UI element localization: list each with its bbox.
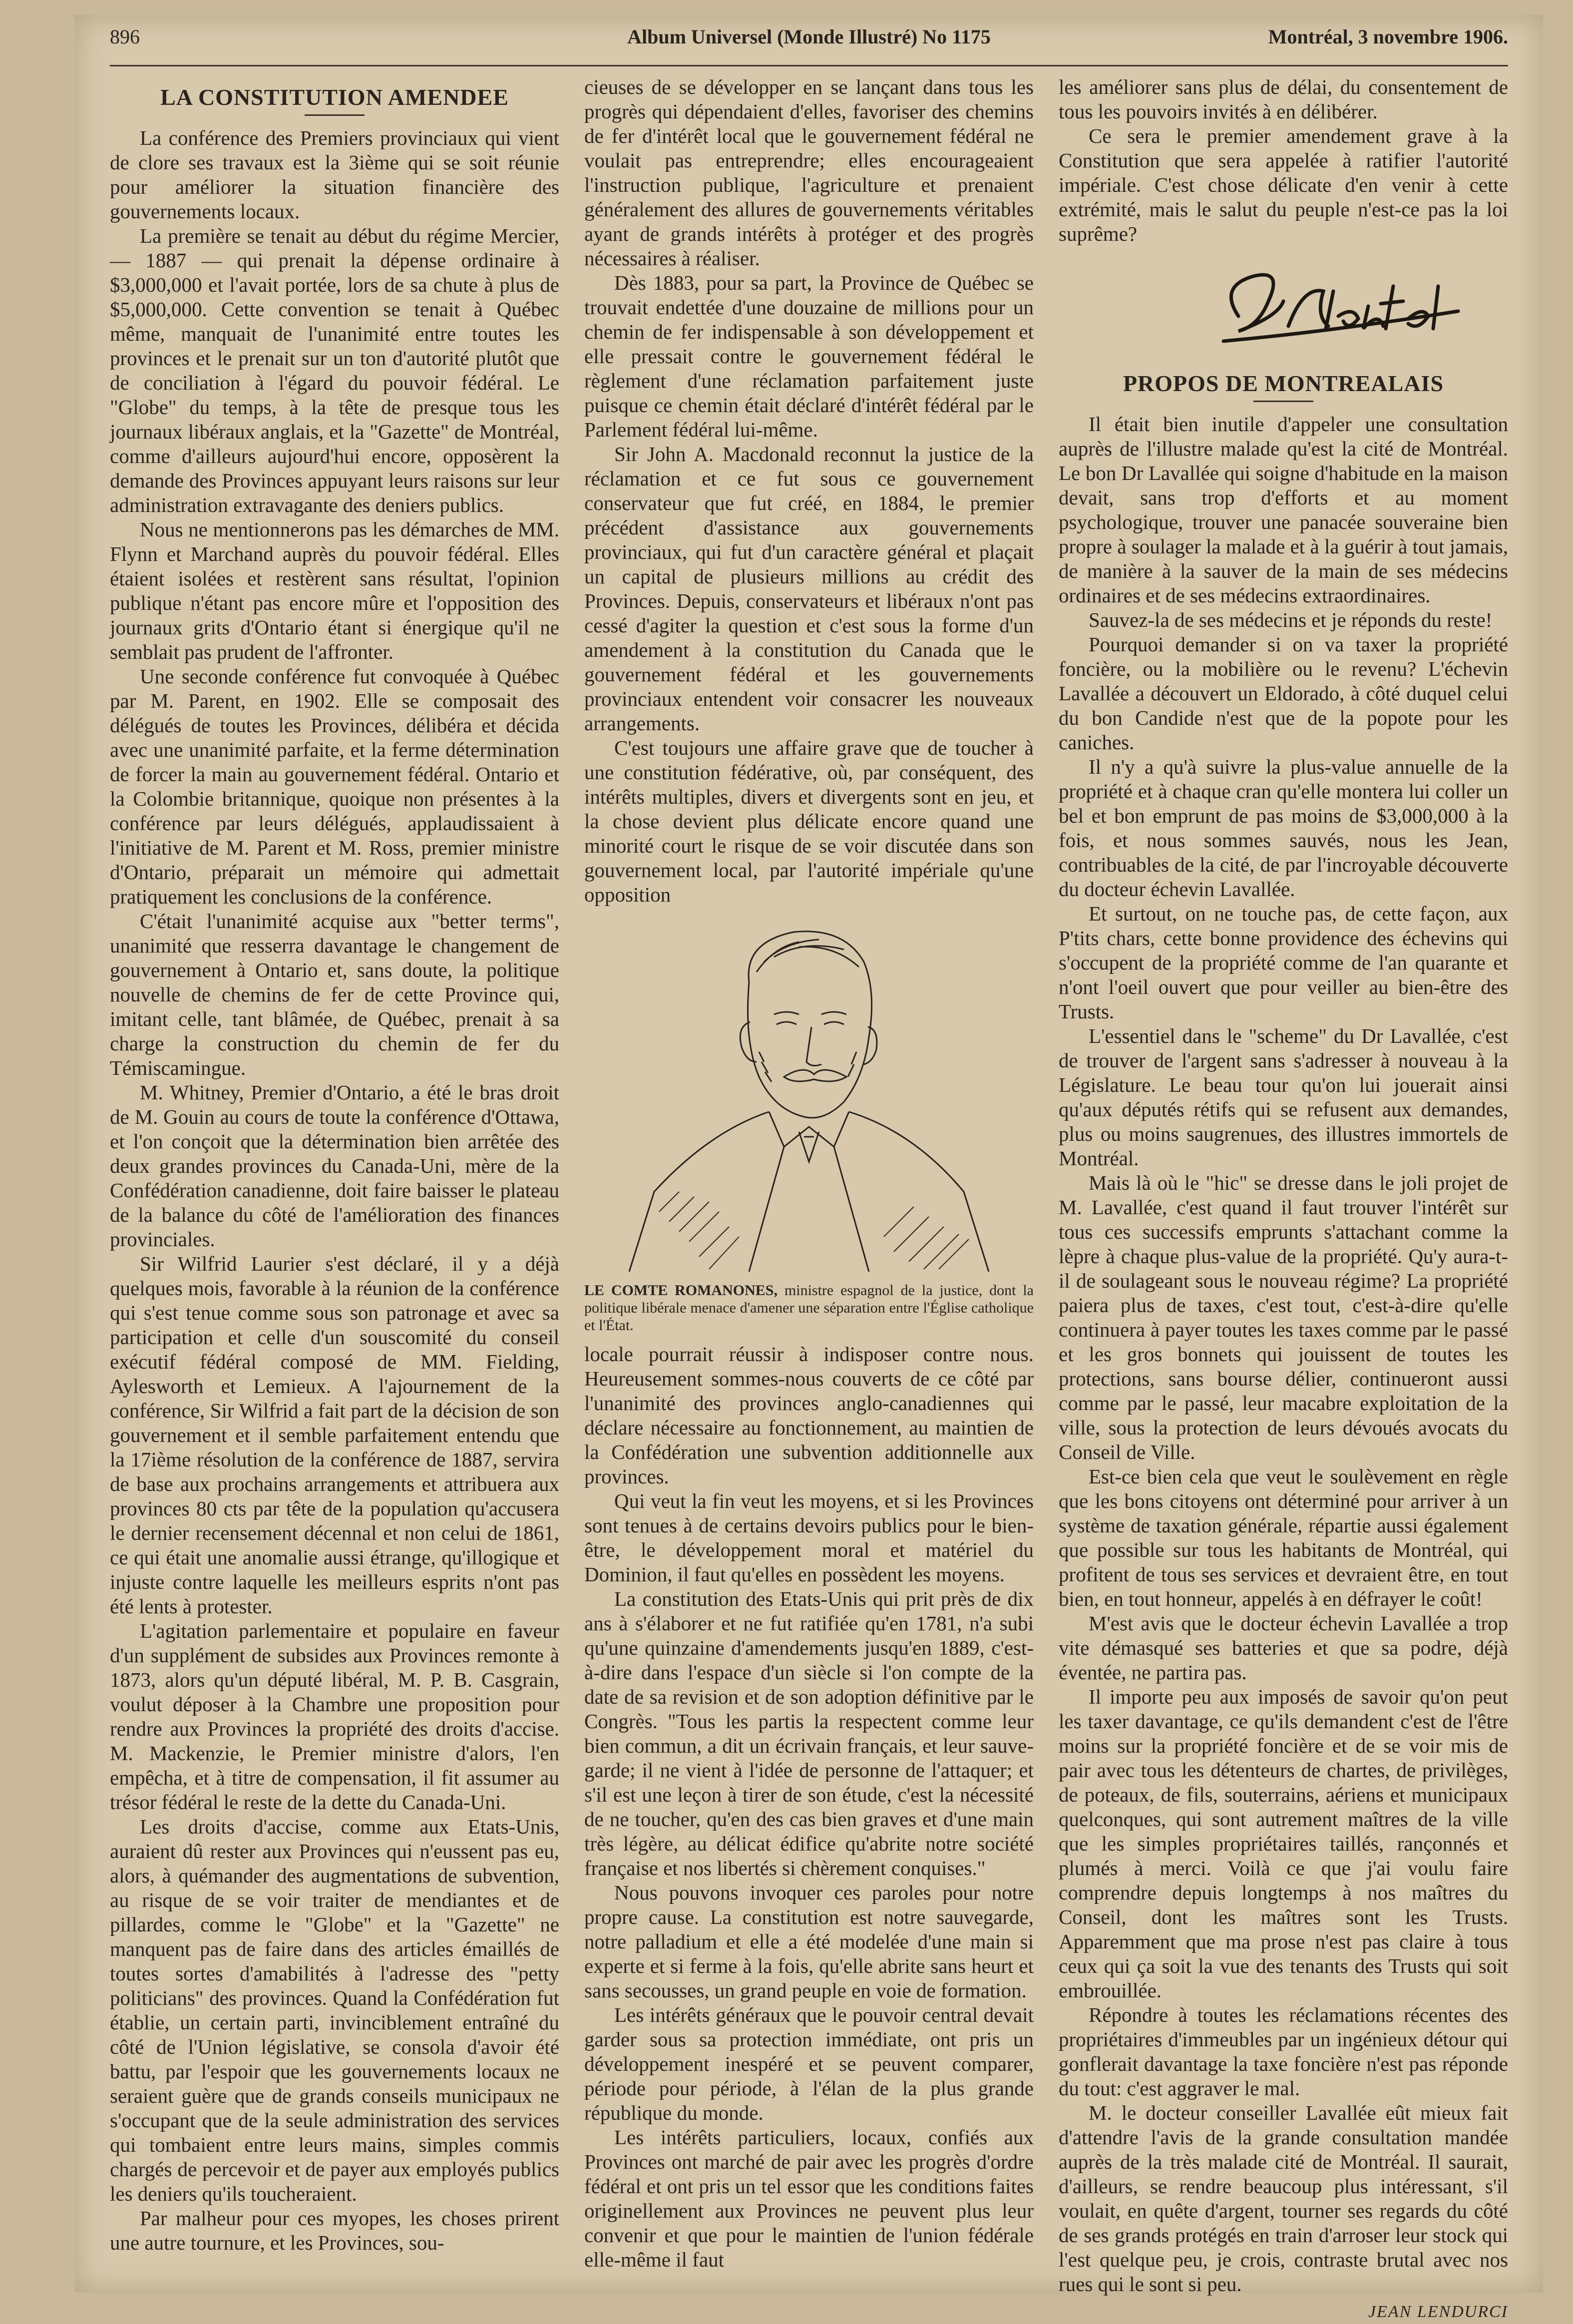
portrait-illustration [584,912,1034,1277]
article-title: LA CONSTITUTION AMENDEE [160,84,509,110]
paragraph: C'est toujours une affaire grave que de toucher à une constitution fédérative, où, par conséquent, des intérêts multiples, divers et divergents sont en jeu, et la chose devient plus délicate encore quand une minorité court le risque de se voir discutée dans son gouvernement local, par l'autorité impériale qu'une opposition [584,736,1034,906]
signature [1059,251,1508,351]
issue-date: Montréal, 3 novembre 1906. [1268,25,1508,48]
title-divider [1253,401,1313,402]
header-rule [110,65,1508,66]
paragraph: La première se tenait au début du régime Mercier, — 1887 — qui prenait la dépense ordinaire à $3,000,000 et l'avait portée, lors de sa chute à plus de $5,000,000. Cette convention se tenait à Québec même, manquait de l'unanimité entre toutes les provinces et le prenait sur un ton d'autorité plutôt que de conciliation à l'égard du pouvoir fédéral. Le "Globe" du temps, à la tête de presque tous les journaux libéraux anglais, et la "Gazette" de Montréal, comme d'ailleurs aujourd'hui encore, opposèrent la demande des Provinces appuyant leurs raisons sur leur administration extravagante des deniers publics. [110,224,559,516]
paragraph: Qui veut la fin veut les moyens, et si les Provinces sont tenues à de certains devoirs publics pour le bien-être, le développement moral et matériel du Dominion, il faut qu'elles en possèdent les moyens. [584,1489,1034,1586]
paragraph: Les droits d'accise, comme aux Etats-Unis, auraient dû rester aux Provinces qui n'eussent pas eu, alors, à quémander des augmentations de subvention, au risque de se voir traiter de mendiantes et de pillardes, comme le "Globe" et la "Gazette" ne manquent pas de faire dans des articles émaillés de toutes sortes d'amabilités à l'adresse des "petty politicians" des provinces. Quand la Confédération fut établie, un certain parti, invinciblement entraîné du côté de l'Union législative, se consola d'avoir été battu, par l'espoir que les gouvernements locaux ne seraient guère que de grands conseils municipaux ne s'occupant que de la seule administration des services qui tombaient entre leurs mains, simples commis chargés de percevoir et de payer aux employés publics les deniers qu'ils toucheraient. [110,1815,559,2205]
paragraph: Il n'y a qu'à suivre la plus-value annuelle de la propriété et à chaque cran qu'elle montera lui coller un bel et bon emprunt de pas moins de $3,000,000 à la fois, et nous sommes sauvés, nous les Jean, contribuables de la cité, de par l'incroyable découverte du docteur échevin Lavallée. [1059,755,1508,901]
paragraph: Sauvez-la de ses médecins et je réponds du reste! [1089,608,1493,631]
article-title: PROPOS DE MONTREALAIS [1123,371,1444,396]
paragraph: C'était l'unanimité acquise aux "better terms", unanimité que resserra davantage le changement de gouvernement à Ontario et, sans doute, la politique nouvelle de chemins de fer de cette Province qui, imitant celle, tant blâmée, de Québec, prenait à sa charge la construction du chemin de fer du Témiscamingue. [110,910,559,1079]
paragraph: L'agitation parlementaire et populaire en faveur d'un supplément de subsides aux Provinces remonte à 1873, alors qu'un député libéral, M. P. B. Casgrain, voulut déposer à la Chambre une proposition pour rendre aux Provinces la propriété des droits d'accise. M. Mackenzie, le Premier ministre d'alors, l'en empêcha, et à titre de compensation, il fit assumer au trésor fédéral le reste de la dette du Canada-Uni. [110,1619,559,1814]
caption-name: LE COMTE ROMANONES, [584,1282,778,1299]
paragraph: locale pourrait réussir à indisposer contre nous. Heureusement sommes-nous couverts de ce côté par l'unanimité des provinces anglo-canadiennes qui déclare nécessaire au fonctionnement, au maintien de la Confédération une subvention additionnelle aux provinces. [584,1343,1034,1488]
paragraph: Une seconde conférence fut convoquée à Québec par M. Parent, en 1902. Elle se composait des délégués de toutes les Provinces, délibéra et décida avec une unanimité parfaite, et la ferme détermination de forcer la main au gouvernement fédéral. Ontario et la Colombie britannique, quoique non présentes à la conférence par leurs délégués, applaudissaient à l'initiative de M. Parent et M. Ross, premier ministre d'Ontario, préparait un mémoire qui admettait pratiquement les conclusions de la conférence. [110,665,559,908]
column-3 [1059,75,1508,2324]
paragraph: Est-ce bien cela que veut le soulèvement en règle que les bons citoyens ont déterminé pour arriver à un système de taxation générale, répartie aussi également que possible sur tous les habitants de Montréal, qui profitent de tous ses services et devraient être, en tout bien, en tout honneur, appelés à en défrayer le coût! [1059,1465,1508,1610]
paragraph: Mais là où le "hic" se dresse dans le joli projet de M. Lavallée, c'est quand il faut trouver l'intérêt sur tous ces successifs emprunts s'attachant comme la lèpre à chaque plus-value de la propriété. Qu'y aura-t-il de soulageant sous le nouveau régime? La propriété paiera plus de taxes, c'est tout, c'est-à-dire qu'elle continuera à payer toutes les taxes comme par le passé et les gros bonnets qui jouissent de toutes les protections, sans bourse délier, continueront aussi comme par le passé, leur macabre exploitation de la ville, sous la protection de leurs dévoués avocats du Conseil de Ville. [1059,1171,1508,1463]
column-1 [110,75,559,2255]
paragraph: Par malheur pour ces myopes, les choses prirent une autre tournure, et les Provinces, sou- [110,2207,559,2254]
paragraph: M. Whitney, Premier d'Ontario, a été le bras droit de M. Gouin au cours de toute la conférence d'Ottawa, et l'on conçoit que la détermination bien arrêtée des deux grandes provinces du Canada-Uni, mère de la Confédération canadienne, doit faire baisser le plateau de la balance du côté de l'amélioration des finances provinciales. [110,1081,559,1251]
paragraph: M. le docteur conseiller Lavallée eût mieux fait d'attendre l'avis de la grande consultation mandée auprès de la très malade cité de Montréal. Il saurait, d'ailleurs, se rendre beaucoup plus intéressant, s'il voulait, en quête d'argent, tourner ses regards du côté de ses grands protégés en train d'arroser leur stock qui l'est quelque peu, je crois, contraste brutal avec nos rues qui le sont si peu. [1059,2101,1508,2296]
paragraph: Les intérêts généraux que le pouvoir central devait garder sous sa protection immédiate, ont pris un développement inespéré et se peuvent comparer, période pour période, à l'élan de la plus grande république du monde. [584,2003,1034,2124]
paragraph: Dès 1883, pour sa part, la Province de Québec se trouvait endettée d'une douzaine de millions pour un chemin de fer indispensable à son développement et elle pressait contre le gouvernement fédéral le règlement d'une réclamation parfaitement juste puisque ce chemin était déclaré d'intérêt fédéral par le Parlement fédéral lui-même. [584,271,1034,441]
author-byline: JEAN LENDURCI [1368,2303,1508,2321]
paragraph: La conférence des Premiers provinciaux qui vient de clore ses travaux est la 3ième qui se soit réunie pour améliorer la situation financière des gouvernements locaux. [110,126,559,223]
paragraph: Nous ne mentionnerons pas les démarches de MM. Flynn et Marchand auprès du pouvoir fédéral. Elles étaient isolées et restèrent sans résultat, l'opinion publique n'étant pas encore mûre et l'opposition des journaux grits d'Ontario étant si énergique qu'il ne semblait pas prudent de l'affronter. [110,518,559,663]
page-header [110,25,1508,65]
paragraph: Pourquoi demander si on va taxer la propriété foncière, ou la mobilière ou le revenu? L'échevin Lavallée a découvert un Eldorado, à côté duquel celui du bon Candide n'est que de la popote pour les caniches. [1059,633,1508,754]
paragraph: Nous pouvons invoquer ces paroles pour notre propre cause. La constitution est notre sauvegarde, notre palladium et elle a été modelée d'une main si experte et si ferme à la fois, qu'elle abrite sans heurt et sans secousses, un grand peuple en voie de formation. [584,1881,1034,2002]
paragraph: La constitution des Etats-Unis qui prit près de dix ans à s'élaborer et ne fut ratifiée qu'en 1781, n'a subi qu'une quinzaine d'amendements jusqu'en 1889, c'est-à-dire dans l'espace d'un siècle si l'on compte de la date de sa revision et de son adoption définitive par le Congrès. "Tous les partis la respectent comme leur bien commun, a dit un écrivain français, et leur sauve-garde; il ne vient à l'idée de personne de l'attaquer; et s'il est une leçon à tirer de son étude, c'est la nécessité de ne toucher, qu'en des cas bien graves et d'une main très légère, au délicat édifice qu'abrite notre société française et nos libertés si chèrement conquises." [584,1587,1034,1879]
paragraph: Et surtout, on ne touche pas, de cette façon, aux P'tits chars, cette bonne providence des échevins qui s'occupent de la propriété comme de l'an quarante et n'ont l'oeil ouvert que pour veiller au bien-être des Trusts. [1059,902,1508,1023]
column-2 [584,75,1034,2272]
page-number: 896 [110,25,140,48]
illustration-caption [584,1282,1034,1334]
paragraph: Sir John A. Macdonald reconnut la justice de la réclamation et ce fut sous ce gouvernement conservateur que fut créé, en 1884, le premier précédent d'assistance aux gouvernements provinciaux, qui fut d'un caractère général et plaçait un capital de plusieurs millions au crédit des Provinces. Depuis, conservateurs et libéraux n'ont pas cessé d'agiter la question et c'est sous la forme d'un amendement à la constitution du Canada que le gouvernement fédéral et les gouvernements provinciaux entendent voir consacrer les nouveaux arrangements. [584,443,1034,735]
paragraph: cieuses de se développer en se lançant dans tous les progrès qui dépendaient d'elles, favoriser des chemins de fer d'intérêt local que le gouvernement fédéral ne voulait pas entreprendre; elles encourageaient l'instruction publique, l'agriculture et prenaient généralement des allures de gouvernements véritables ayant de grands intérêts à protéger et des progrès nécessaires à réaliser. [584,75,1034,270]
paragraph: Répondre à toutes les réclamations récentes des propriétaires d'immeubles par un ingénieux détour qui gonflerait davantage la taxe foncière n'est pas réponde du tout: c'est aggraver le mal. [1059,2003,1508,2100]
newspaper-page [75,15,1543,2321]
paragraph: Il était bien inutile d'appeler une consultation auprès de l'illustre malade qu'est la cité de Montréal. Le bon Dr Lavallée qui soigne d'habitude en la maison devait, sans trop d'efforts et au moment psychologique, trouver une panacée souveraine bien propre à soulager la malade et à la guérir à tout jamais, de manière à la sauver de la main de ses médecins ordinaires et de ses médecins extraordinaires. [1059,413,1508,607]
caption-text: ministre espagnol de la justice, dont la politique libérale menace d'amener une séparation entre l'Église catholique et l'État. [584,1282,1034,1334]
paragraph: M'est avis que le docteur échevin Lavallée a trop vite démasqué ses batteries et que sa podre, déjà éventée, ne partira pas. [1059,1612,1508,1684]
paragraph: Ce sera le premier amendement grave à la Constitution que sera appelée à ratifier l'autorité impériale. C'est chose délicate d'en venir à cette extrémité, mais le salut du peuple n'est-ce pas la loi suprême? [1059,124,1508,245]
paragraph: Il importe peu aux imposés de savoir qu'on peut les taxer davantage, ce qu'ils demandent c'est de l'être moins sur la propriété foncière et de se voir mis de pair avec tous les détenteurs de chartes, de privilèges, de poteaux, de fils, souterrains, aériens et municipaux quelconques, qui sont autrement maîtres de la ville que les simples propriétaires taillés, rançonnés et plumés à merci. Voilà ce que j'ai voulu faire comprendre depuis longtemps à nos maîtres du Conseil, dont les maîtres sont les Trusts. Apparemment que ma prose n'est pas claire à tous ceux qui ça soit la vue des tenants des Trusts qui soit embrouillée. [1059,1685,1508,2002]
publication-title: Album Universel (Monde Illustré) No 1175 [627,25,991,48]
paragraph: Sir Wilfrid Laurier s'est déclaré, il y a déjà quelques mois, favorable à la réunion de la conférence qui s'est tenue comme sous son patronage et avec sa participation et celle d'un souscomité du conseil exécutif fédéral composé de MM. Fielding, Aylesworth et Lemieux. A l'ajournement de la conférence, Sir Wilfrid a fait part de la décision de son gouvernement et il semble parfaitement entendu que la 17ième résolution de la conférence de 1887, servira de base aux prochains arrangements et attribuera aux provinces 80 cts par tête de la population qu'accusera le dernier recensement décennal et non celui de 1861, ce qui était une anomalie aussi étrange, qu'illogique et injuste contre laquelle les meilleurs esprits n'ont pas été lents à protester. [110,1252,559,1618]
paragraph: Les intérêts particuliers, locaux, confiés aux Provinces ont marché de pair avec les progrès d'ordre fédéral et ont pris un tel essor que les conditions faites originellement aux Provinces ne peuvent plus leur convenir et que pour le maintien de l'union fédérale elle-même il faut [584,2126,1034,2271]
handwritten-signature [1208,256,1468,351]
title-divider [305,114,365,116]
portrait-engraving [584,912,1034,1277]
paragraph: L'essentiel dans le "scheme" du Dr Lavallée, c'est de trouver de l'argent sans s'adresser à nouveau à la Législature. Le beau tour qu'on lui jouerait ainsi qu'aux députés rétifs qui se refusent aux demandes, plus ou moins saugrenues, des illustres immortels de Montréal. [1059,1024,1508,1170]
paragraph: les améliorer sans plus de délai, du consentement de tous les pouvoirs invités à en délibérer. [1059,75,1508,123]
